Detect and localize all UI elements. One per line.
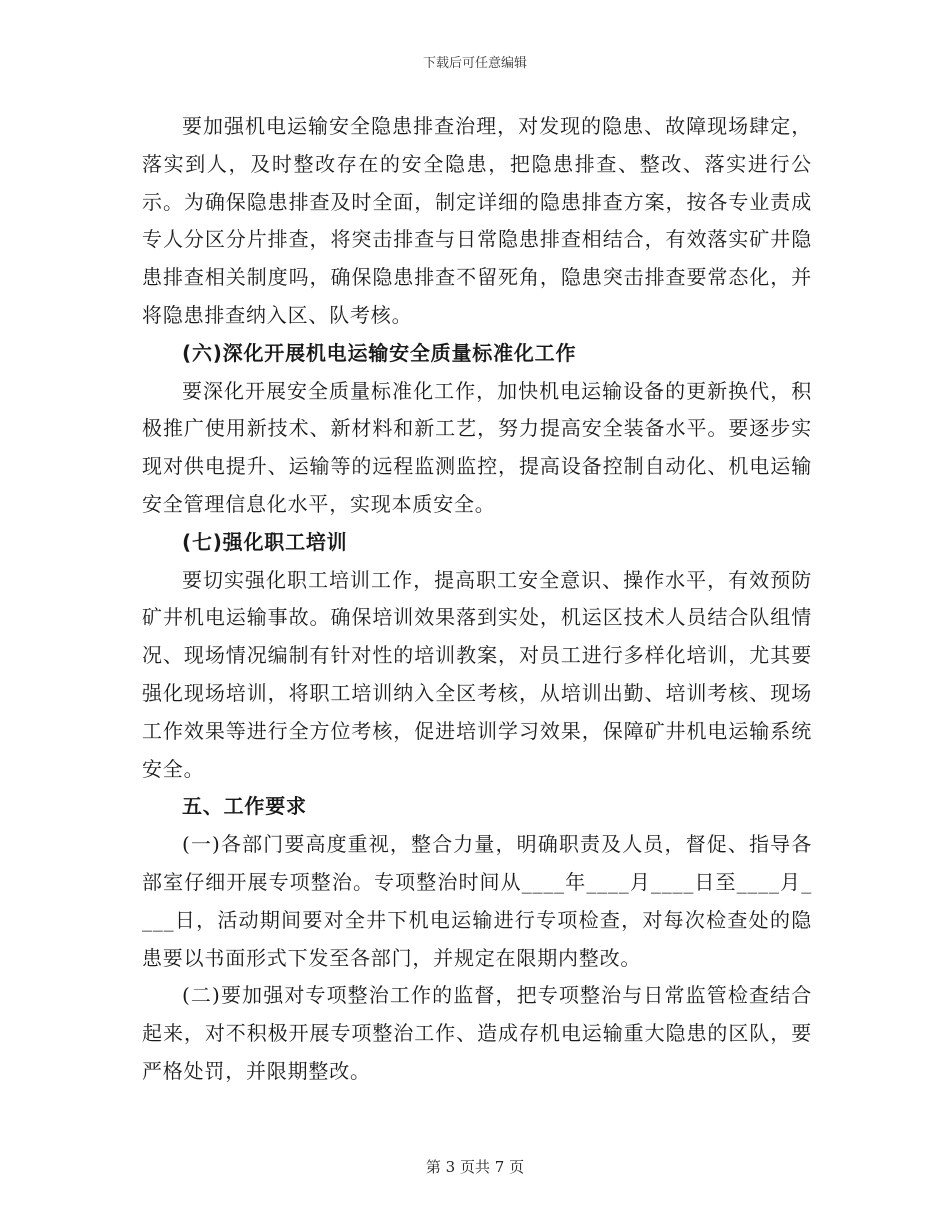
paragraph-staff-training: 要切实强化职工培训工作，提高职工安全意识、操作水平，有效预防矿井机电运输事故。确保培训效果落到实处，机运区技术人员结合队组情况、现场情况编制有针对性的培训教案，对员工进行多样化培训，尤其要强化现场培训，将职工培训纳入全区考核，从培训出勤、培训考核、现场工作效果等进行全方位考核，促进培训学习效果，保障矿井机电运输系统安全。 [142, 567, 812, 781]
section-heading-work-requirements: 五、工作要求 [182, 794, 307, 819]
paragraph-requirement-1: (一)各部门要高度重视，整合力量，明确职责及人员，督促、指导各部室仔细开展专项整治。专项整治时间从____年____月____日至____月____日，活动期间要对全井下机电运输进行专项检查，对每次检查处的隐患要以书面形式下发至各部门，并规定在限期内整改。 [142, 832, 812, 970]
document-body [142, 108, 812, 1091]
section-heading-7: (七)强化职工培训 [182, 529, 348, 554]
page-number: 第 3 页共 7 页 [425, 1158, 525, 1176]
paragraph-requirement-2: (二)要加强对专项整治工作的监督，把专项整治与日常监管检查结合起来，对不积极开展专项整治工作、造成存机电运输重大隐患的区队，要严格处罚，并限期整改。 [142, 983, 812, 1083]
header-note: 下载后可任意编辑 [422, 56, 527, 71]
paragraph-hazard-inspection: 要加强机电运输安全隐患排查治理，对发现的隐患、故障现场肆定，落实到人，及时整改存在的安全隐患，把隐患排查、整改、落实进行公示。为确保隐患排查及时全面，制定详细的隐患排查方案，按各专业责成专人分区分片排查，将突击排查与日常隐患排查相结合，有效落实矿井隐患排查相关制度吗，确保隐患排查不留死角，隐患突击排查要常态化，并将隐患排查纳入区、队考核。 [142, 114, 812, 327]
paragraph-standardization: 要深化开展安全质量标准化工作，加快机电运输设备的更新换代，积极推广使用新技术、新材料和新工艺，努力提高安全装备水平。要逐步实现对供电提升、运输等的远程监测监控，提高设备控制自动化、机电运输安全管理信息化水平，实现本质安全。 [142, 378, 812, 516]
section-heading-6: (六)深化开展机电运输安全质量标准化工作 [182, 340, 577, 365]
